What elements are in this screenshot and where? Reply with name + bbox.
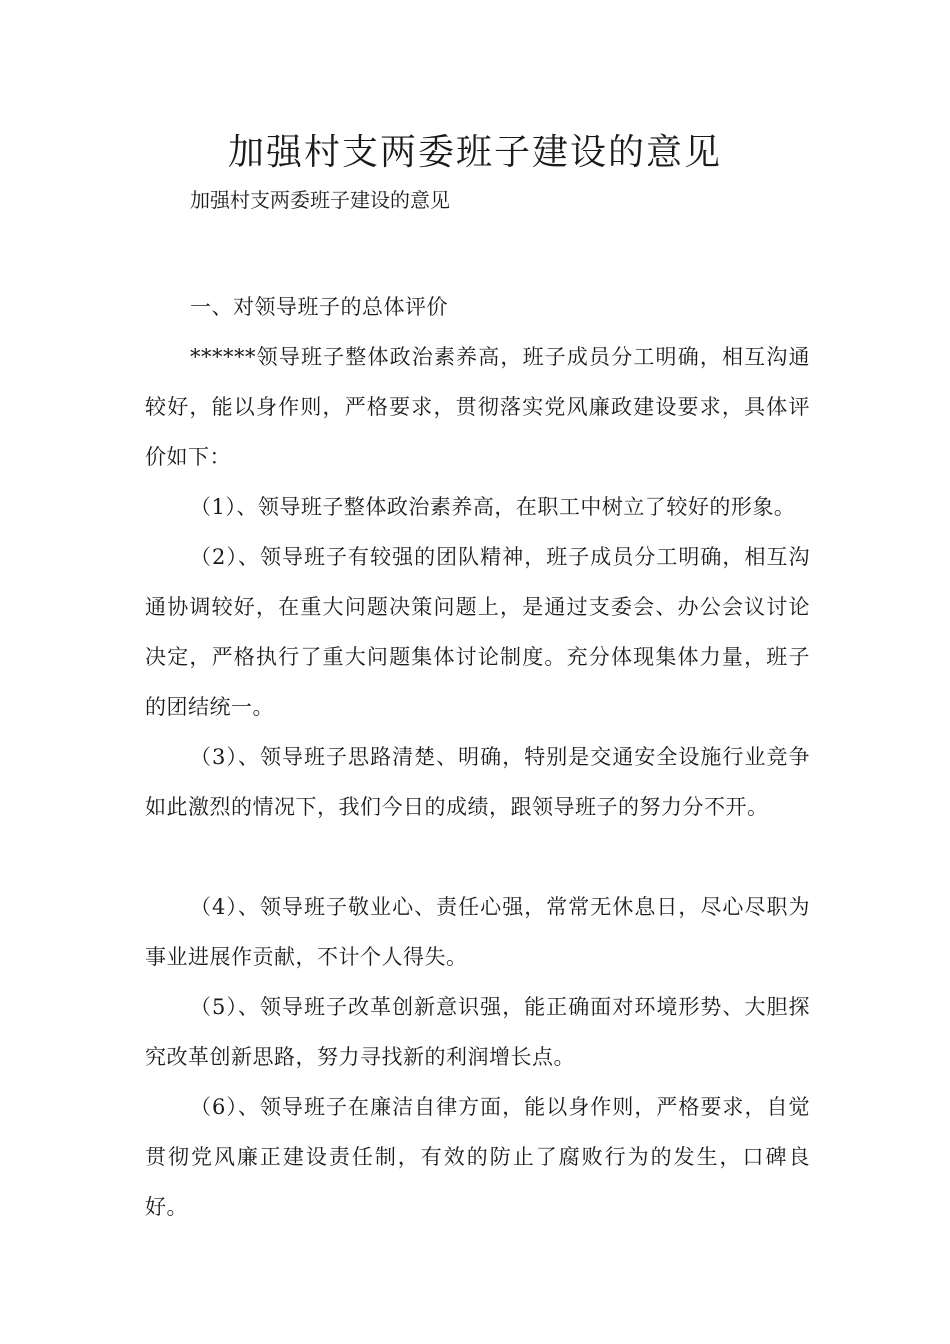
- document-title: 加强村支两委班子建设的意见: [227, 132, 722, 173]
- paragraph-spacer: [145, 832, 810, 882]
- document-body: [145, 282, 810, 1232]
- document-subtitle: 加强村支两委班子建设的意见: [190, 188, 450, 212]
- paragraph-1: （1）、领导班子整体政治素养高，在职工中树立了较好的形象。: [190, 495, 796, 519]
- paragraph-5: （5）、领导班子改革创新意识强，能正确面对环境形势、大胆探究改革创新思路，努力寻找新的利润增长点。: [145, 995, 810, 1069]
- paragraph-intro: ******领导班子整体政治素养高，班子成员分工明确，相互沟通较好，能以身作则，严格要求，贯彻落实党风廉政建设要求，具体评价如下：: [145, 345, 810, 469]
- paragraph-3: （3）、领导班子思路清楚、明确，特别是交通安全设施行业竞争如此激烈的情况下，我们今日的成绩，跟领导班子的努力分不开。: [145, 745, 810, 819]
- section-heading: 一、对领导班子的总体评价: [190, 295, 448, 319]
- paragraph-6: （6）、领导班子在廉洁自律方面，能以身作则，严格要求，自觉贯彻党风廉正建设责任制，有效的防止了腐败行为的发生，口碑良好。: [145, 1095, 810, 1219]
- paragraph-4: （4）、领导班子敬业心、责任心强，常常无休息日，尽心尽职为事业进展作贡献，不计个人得失。: [145, 895, 810, 969]
- paragraph-2: （2）、领导班子有较强的团队精神，班子成员分工明确，相互沟通协调较好，在重大问题决策问题上，是通过支委会、办公会议讨论决定，严格执行了重大问题集体讨论制度。充分体现集体力量，班子的团结统一。: [145, 545, 810, 719]
